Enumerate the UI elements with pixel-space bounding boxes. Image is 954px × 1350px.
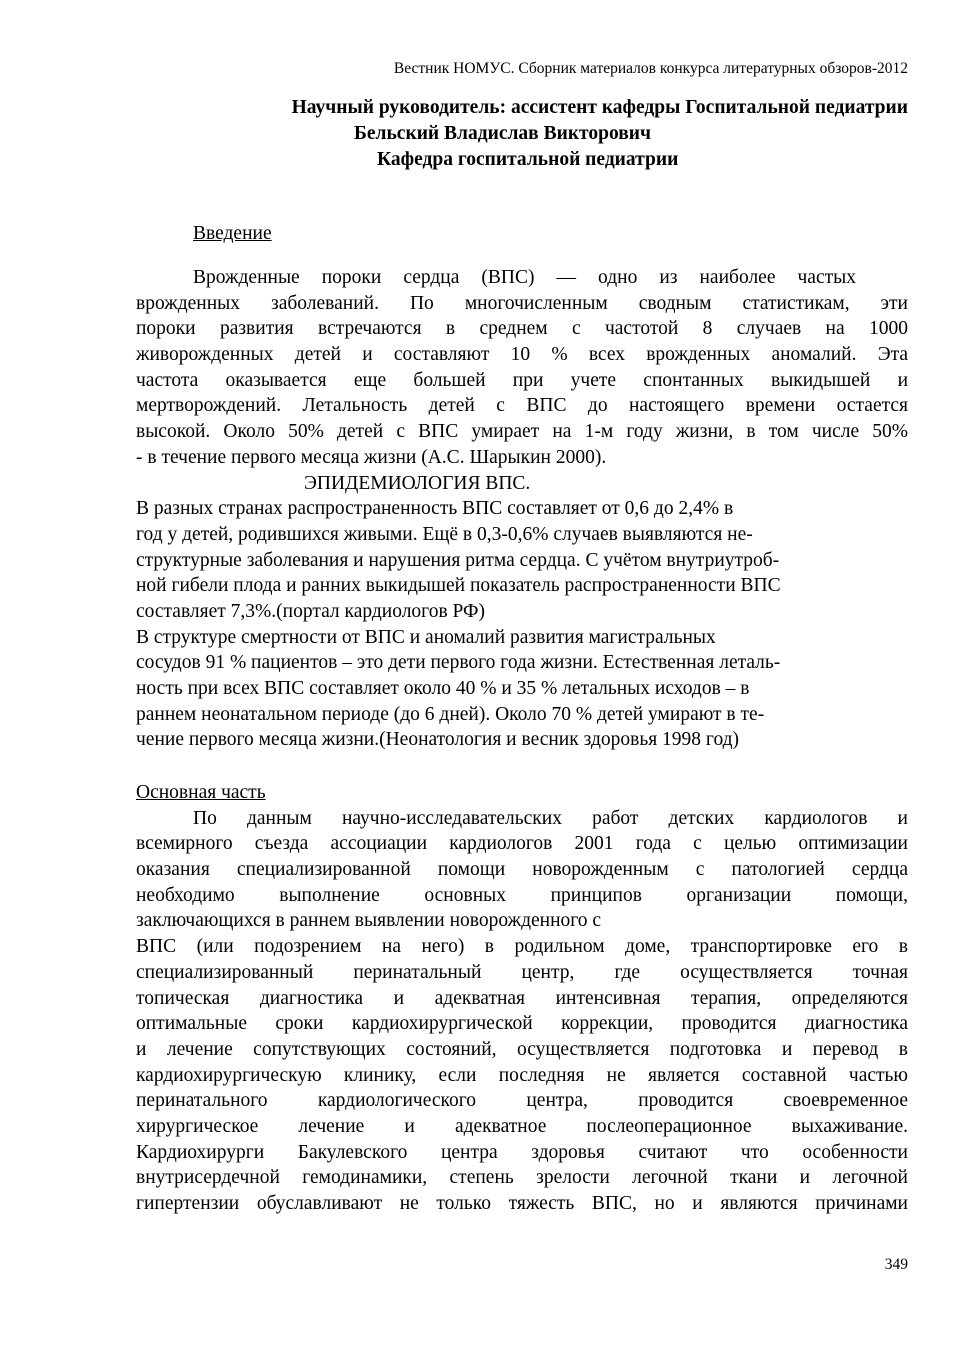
text-line: врожденных заболеваний. По многочисленным сводным статистикам, эти [136, 292, 908, 314]
text-line: частота оказывается еще большей при учете спонтанных выкидышей и [136, 369, 908, 391]
text-line: По данным научно-исследавательских работ детских кардиологов и [193, 807, 908, 829]
text-line: хирургическое лечение и адекватное послеоперационное выхаживание. [136, 1115, 908, 1137]
running-header: Вестник НОМУС. Сборник материалов конкурса литературных обзоров-2012 [393, 60, 908, 77]
text-line: всемирного съезда ассоциации кардиологов 2001 года с целью оптимизации [136, 833, 908, 855]
text-line: перинатального кардиологического центра, проводится своевременное [136, 1090, 908, 1112]
text-line: высокой. Около 50% детей с ВПС умирает на 1-м году жизни, в том числе 50% [136, 421, 908, 443]
text-line: Врожденные пороки сердца (ВПС) — одно из наиболее частых [193, 267, 856, 288]
intro-heading-block [136, 221, 908, 247]
text-line: раннем неонатальном периоде (до 6 дней). Около 70 % детей умирают в те- [136, 703, 765, 725]
text-line: - в течение первого месяца жизни (А.С. Шарыкин 2000). [136, 446, 607, 468]
text-line: мертворождений. Летальность детей с ВПС до настоящего времени остается [136, 395, 908, 417]
text-line: ВПС (или подозрением на него) в родильном доме, транспортировке его в [136, 936, 908, 958]
main-heading: Основная часть [136, 782, 266, 803]
text-line: живорожденных детей и составляют 10 % всех врожденных аномалий. Эта [136, 344, 908, 366]
text-line: заключающихся в раннем выявлении новорожденного с [136, 910, 602, 932]
text-line: оказания специализированной помощи новорожденным с патологией сердца [136, 859, 908, 881]
intro-paragraph [136, 265, 908, 753]
title-department: Кафедра госпитальной педиатрии [377, 149, 679, 170]
text-line: год у детей, родившихся живыми. Ещё в 0,3-0,6% случаев выявляются не- [136, 523, 753, 545]
text-line: чение первого месяца жизни.(Неонатология и весник здоровья 1998 год) [136, 729, 740, 751]
title-name: Бельский Владислав Викторович [354, 123, 652, 144]
text-line: внутрисердечной гемодинамики, степень зрелости легочной ткани и легочной [136, 1167, 908, 1189]
text-line: сосудов 91 % пациентов – это дети первого года жизни. Естественная леталь- [136, 652, 781, 674]
text-line: ной гибели плода и ранних выкидышей показатель распространенности ВПС [136, 575, 781, 597]
text-line: кардиохирургическую клинику, если последняя не является составной частью [136, 1064, 908, 1086]
text-line: В разных странах распространенность ВПС составляет от 0,6 до 2,4% в [136, 498, 734, 520]
text-line: топическая диагностика и адекватная интенсивная терапия, определяются [136, 987, 908, 1009]
text-line: составляет 7,3%.(портал кардиологов РФ) [136, 600, 485, 622]
title-block [136, 95, 908, 173]
text-line: В структуре смертности от ВПС и аномалий развития магистральных [136, 626, 716, 648]
text-line: оптимальные сроки кардиохирургической коррекции, проводится диагностика [136, 1013, 908, 1035]
title-supervisor: Научный руководитель: ассистент кафедры Госпитальной педиатрии [291, 97, 908, 118]
text-line: необходимо выполнение основных принципов организации помощи, [136, 884, 908, 906]
text-line: и лечение сопутствующих состояний, осуществляется подготовка и перевод в [136, 1038, 908, 1060]
text-line: гипертензии обуславливают не только тяжесть ВПС, но и являются причинами [136, 1193, 908, 1214]
text-line: специализированный перинатальный центр, где осуществляется точная [136, 961, 908, 983]
page-number: 349 [884, 1256, 908, 1273]
main-part [136, 780, 908, 1217]
text-line: пороки развития встречаются в среднем с частотой 8 случаев на 1000 [136, 318, 908, 340]
text-line: Кардиохирурги Бакулевского центра здоровья считают что особенности [136, 1141, 908, 1163]
text-line: структурные заболевания и нарушения ритма сердца. С учётом внутриутроб- [136, 549, 780, 571]
intro-heading: Введение [193, 223, 272, 244]
epidemiology-heading: ЭПИДЕМИОЛОГИЯ ВПС. [304, 472, 531, 494]
text-line: ность при всех ВПС составляет около 40 % и 35 % летальных исходов – в [136, 678, 750, 699]
